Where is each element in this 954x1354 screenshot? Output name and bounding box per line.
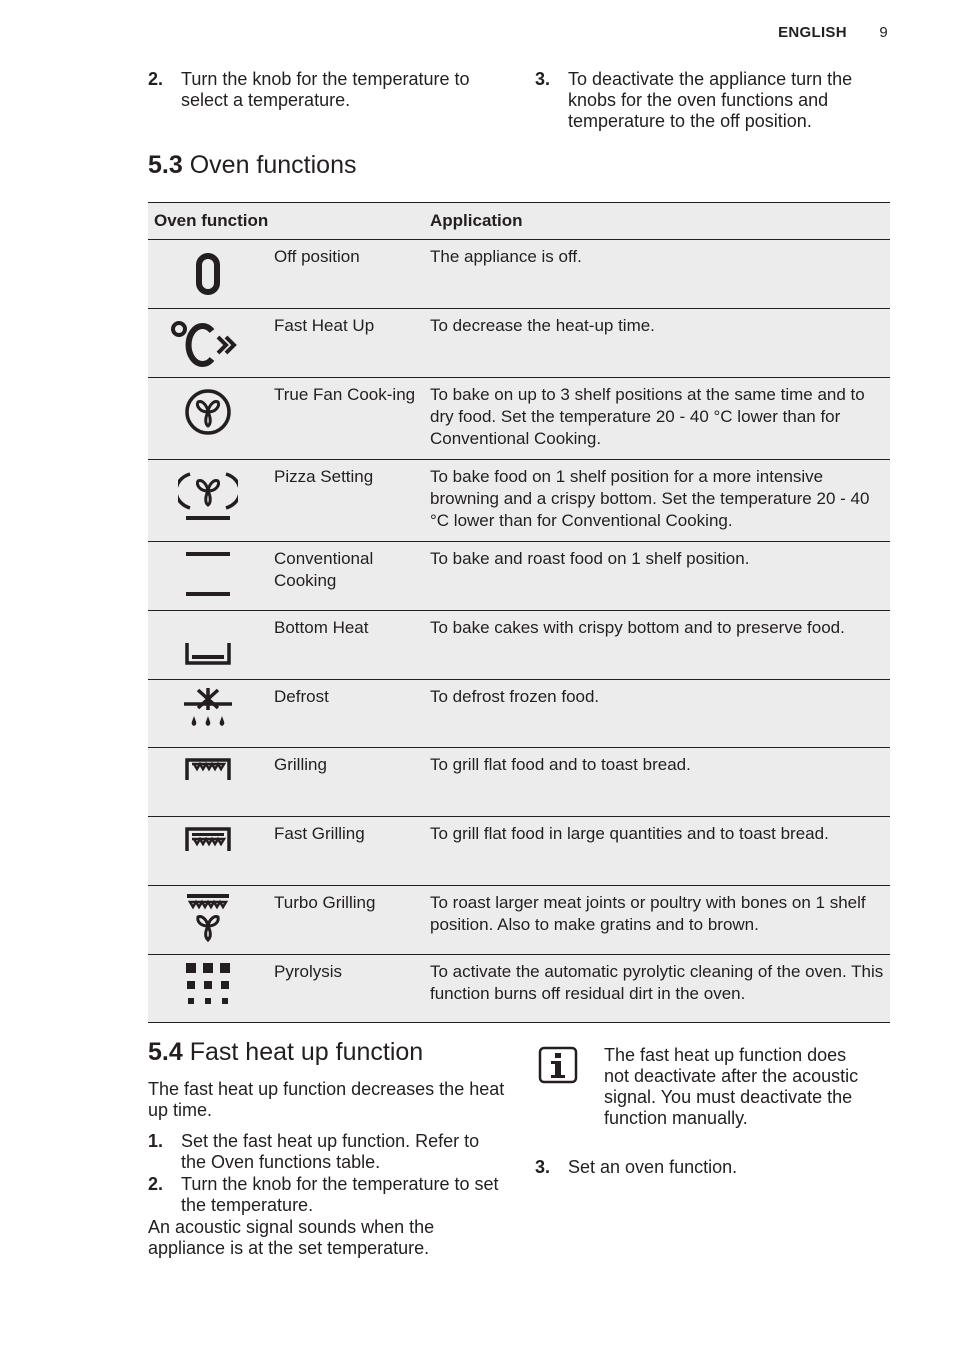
function-name: Fast Grilling [268,817,424,886]
function-application: To grill flat food and to toast bread. [424,748,890,817]
language-label: ENGLISH [778,24,847,41]
function-application: To bake cakes with crispy bottom and to preserve food. [424,611,890,680]
acoustic-signal-note: An acoustic signal sounds when the appliance is at the set temperature. [148,1217,435,1258]
step-number: 1. [148,1131,164,1151]
table-row [148,955,890,1023]
info-icon [538,1046,578,1089]
top-step-right [535,69,890,133]
bottom-heat-icon [148,611,268,680]
function-application: To defrost frozen food. [424,680,890,748]
table-row [148,680,890,748]
fast-heat-up-left-column [148,1079,508,1259]
step-number: 2. [148,1174,164,1194]
section-number: 5.3 [148,151,183,179]
info-text: The fast heat up function does not deactivate after the acoustic signal. You must deactivate the function manually. [604,1045,859,1128]
step-text: Turn the knob for the temperature to select a temperature. [181,69,470,110]
true-fan-cooking-icon [148,378,268,460]
function-name: Off position [268,240,424,309]
section-title: Fast heat up function [189,1038,424,1066]
table-row [148,748,890,817]
oven-functions-table [148,202,890,1023]
table-row [148,817,890,886]
conventional-cooking-icon [148,542,268,611]
section-number: 5.4 [148,1038,183,1066]
defrost-icon [148,680,268,748]
table-row [148,309,890,378]
off-position-icon [148,240,268,309]
top-step-left [148,69,508,112]
page-header [778,24,888,41]
table-row [148,886,890,955]
function-application: To grill flat food in large quantities and to toast bread. [424,817,890,886]
pizza-setting-icon [148,460,268,542]
function-application: To bake and roast food on 1 shelf position. [424,542,890,611]
function-name: Conventional Cooking [268,542,424,611]
function-application: To bake food on 1 shelf position for a more intensive browning and a crispy bottom. Set the temperature 20 - 40 °C lower than for Conventional Cooking. [424,460,890,542]
table-header-row [148,203,890,240]
function-name: Turbo Grilling [268,886,424,955]
section-heading-fast-heat-up [148,1038,423,1067]
table-row [148,611,890,680]
function-application: The appliance is off. [424,240,890,309]
table-row [148,542,890,611]
step-text: Set the fast heat up function. Refer to the Oven functions table. [181,1131,480,1172]
fast-grilling-icon [148,817,268,886]
function-name: Defrost [268,680,424,748]
step-text: Set an oven function. [568,1157,738,1177]
step-number: 2. [148,69,164,89]
function-name: Pyrolysis [268,955,424,1023]
function-name: Grilling [268,748,424,817]
table-row [148,460,890,542]
fast-heat-up-icon [148,309,268,378]
section-title: Oven functions [189,151,357,179]
list-item [535,1157,890,1178]
function-name: Bottom Heat [268,611,424,680]
function-name: Pizza Setting [268,460,424,542]
grilling-icon [148,748,268,817]
function-name: Fast Heat Up [268,309,424,378]
function-application: To decrease the heat-up time. [424,309,890,378]
function-application: To activate the automatic pyrolytic cleaning of the oven. This function burns off residual dirt in the oven. [424,955,890,1023]
step-text: Turn the knob for the temperature to set the temperature. [181,1174,499,1215]
list-item [148,1174,508,1216]
fast-heat-up-step-3 [535,1157,890,1179]
step-text: To deactivate the appliance turn the knobs for the oven functions and temperature to the off position. [568,69,853,131]
header-application: Application [424,203,890,240]
header-oven-function: Oven function [148,203,424,240]
function-application: To bake on up to 3 shelf positions at the same time and to dry food. Set the temperature 20 - 40 °C lower than for Conventional Cooking. [424,378,890,460]
table-row [148,378,890,460]
intro-paragraph: The fast heat up function decreases the heat up time. [148,1079,505,1120]
table-row [148,240,890,309]
info-note [604,1045,874,1129]
function-application: To roast larger meat joints or poultry with bones on 1 shelf position. Also to make gratins and to brown. [424,886,890,955]
page-number: 9 [879,24,888,41]
section-heading-oven-functions [148,151,356,180]
list-item [148,1131,508,1173]
step-number: 3. [535,1157,551,1177]
step-number: 3. [535,69,551,89]
function-name: True Fan Cook-ing [268,378,424,460]
turbo-grilling-icon [148,886,268,955]
pyrolysis-icon [148,955,268,1023]
